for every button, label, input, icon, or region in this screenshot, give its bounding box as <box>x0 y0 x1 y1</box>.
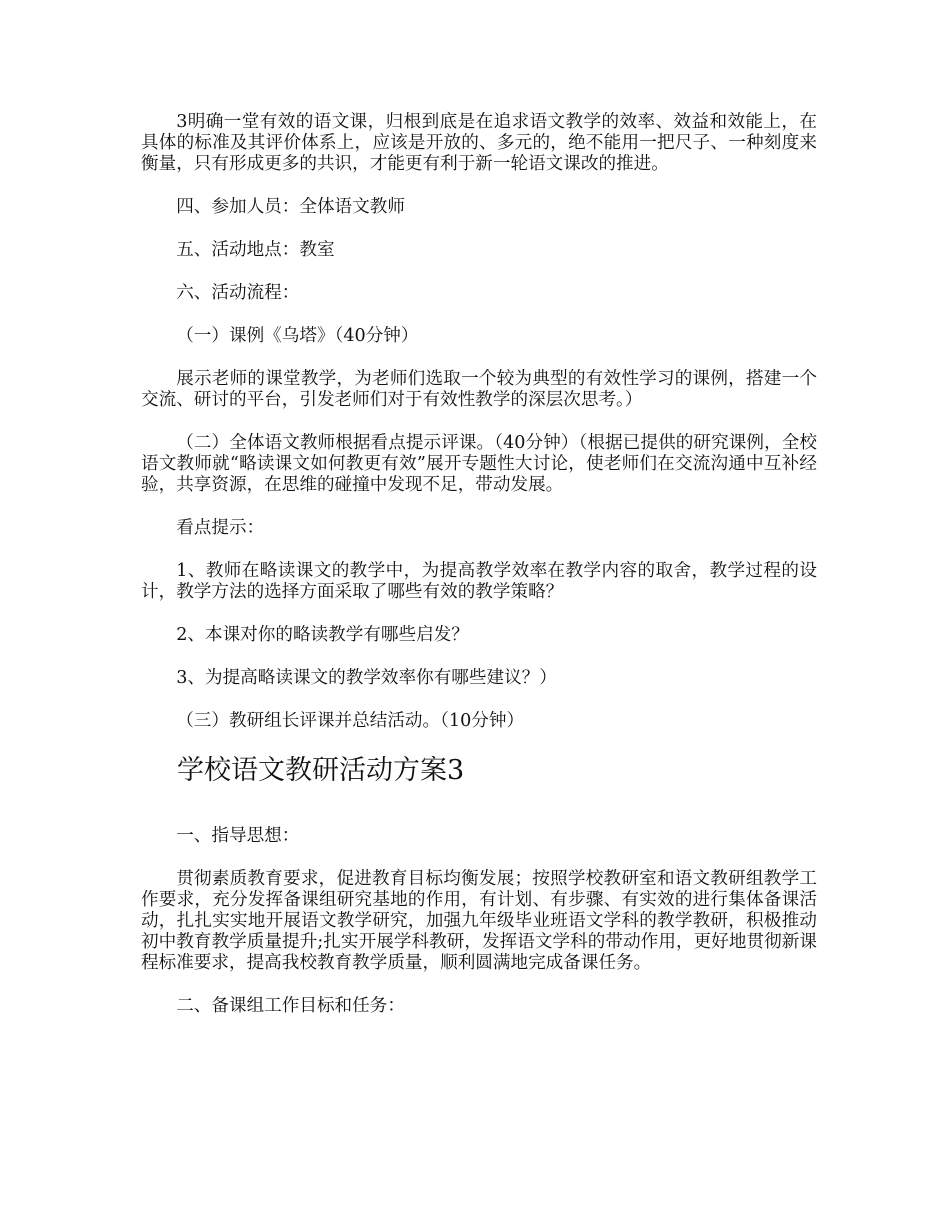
paragraph-step3: （三）教研组长评课并总结活动。（10分钟） <box>176 711 525 731</box>
paragraph-location: 五、活动地点：教室 <box>176 240 335 260</box>
paragraph-goals-title: 二、备课组工作目标和任务： <box>176 996 405 1016</box>
paragraph-point3: 3、为提高略读课文的教学效率你有哪些建议？） <box>176 668 557 688</box>
document-page <box>141 112 817 1039</box>
paragraph-step1-desc: 展示老师的课堂教学，为老师们选取一个较为典型的有效性学习的课例，搭建一个交流、研讨的平台，引发老师们对于有效性教学的深层次思考。） <box>141 369 817 410</box>
section-title: 学校语文教研活动方案3 <box>177 755 465 786</box>
paragraph-efficiency: 3明确一堂有效的语文课，归根到底是在追求语文教学的效率、效益和效能上，在具体的标准及其评价体系上，应该是开放的、多元的，绝不能用一把尺子、一种刻度来衡量，只有形成更多的共识，才能更有利于新一轮语文课改的推进。 <box>141 112 817 174</box>
paragraph-flow-title: 六、活动流程： <box>176 283 300 303</box>
paragraph-guiding-text: 贯彻素质教育要求，促进教育目标均衡发展；按照学校教研室和语文教研组教学工作要求，充分发挥备课组研究基地的作用，有计划、有步骤、有实效的进行集体备课活动，扎扎实实地开展语文教学研究，加强九年级毕业班语文学科的教学教研，积极推动初中教育教学质量提升;扎实开展学科教研，发挥语文学科的带动作用，更好地贯彻新课程标准要求，提高我校教育教学质量，顺利圆满地完成备课任务。 <box>141 869 817 973</box>
paragraph-guiding-title: 一、指导思想： <box>176 826 300 846</box>
paragraph-step1: （一）课例《乌塔》（40分钟） <box>176 326 419 346</box>
paragraph-points-title: 看点提示： <box>176 518 265 538</box>
paragraph-point1: 1、教师在略读课文的教学中，为提高教学效率在教学内容的取舍，教学过程的设计，教学方法的选择方面采取了哪些有效的教学策略？ <box>141 561 817 602</box>
paragraph-point2: 2、本课对你的略读教学有哪些启发？ <box>176 625 469 645</box>
paragraph-step2: （二）全体语文教师根据看点提示评课。（40分钟）（根据已提供的研究课例，全校语文教师就“略读课文如何教更有效”展开专题性大讨论，使老师们在交流沟通中互补经验，共享资源，在思维的碰撞中发现不足，带动发展。 <box>141 433 817 495</box>
paragraph-participants: 四、参加人员：全体语文教师 <box>176 197 405 217</box>
